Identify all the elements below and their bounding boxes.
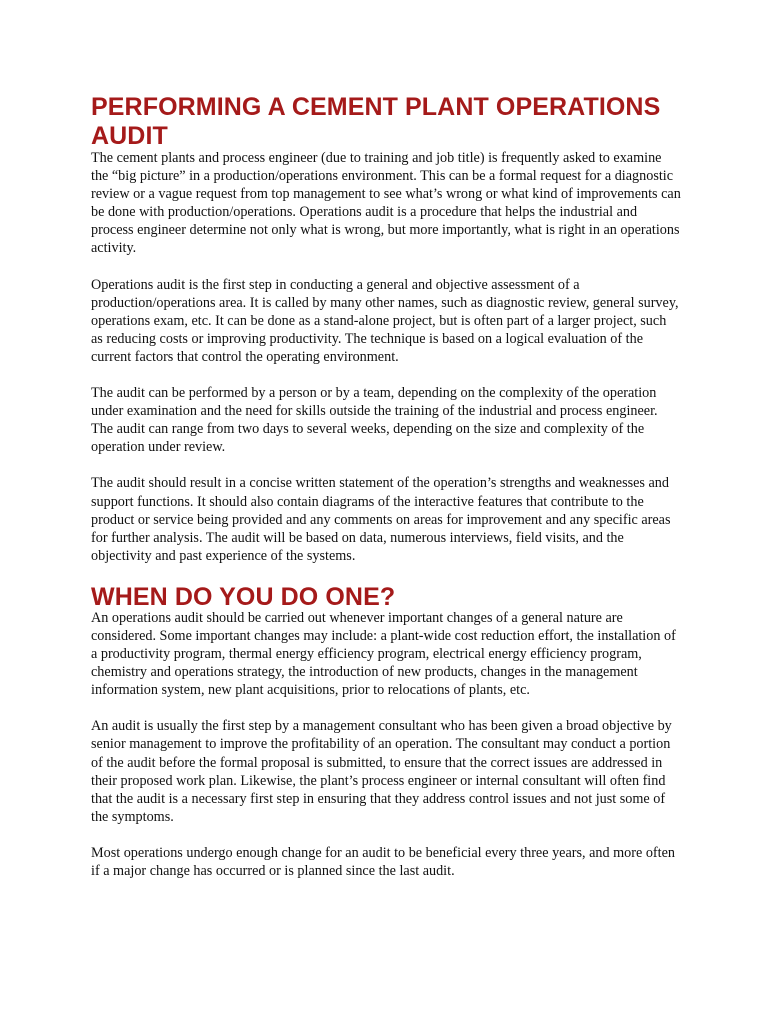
paragraph-first-step: Operations audit is the first step in conducting a general and objective assessment of a production/operations area. It is called by many other names, such as diagnostic review, general survey, operations exam, etc. It can be done as a stand-alone project, but is often part of a larger project, such as reducing costs or improving productivity. The technique is based on a logical evaluation of the current factors that control the operating environment. — [91, 276, 679, 365]
heading-when-do-you-do-one: WHEN DO YOU DO ONE? — [91, 582, 396, 611]
paragraph-every-three-years: Most operations undergo enough change for an audit to be beneficial every three years, and more often if a major change has occurred or is planned since the last audit. — [91, 844, 675, 879]
heading-performing-audit: PERFORMING A CEMENT PLANT OPERATIONS AUDIT — [91, 93, 661, 150]
paragraph-audit-result: The audit should result in a concise written statement of the operation’s strengths and weaknesses and support functions. It should also contain diagrams of the interactive features that contribute to the product or service being provided and any comments on areas for improvement and any specific areas for further analysis. The audit will be based on data, numerous interviews, field visits, and the objectivity and past experience of the systems. — [91, 475, 671, 564]
document-page — [91, 93, 691, 880]
paragraph-important-changes: An operations audit should be carried out whenever important changes of a general nature are considered. Some important changes may include: a plant-wide cost reduction effort, the installation of a productivity program, thermal energy efficiency program, electrical energy efficiency program, chemistry and operations strategy, the introduction of new products, changes in the management information system, new plant acquisitions, prior to relocations of plants, etc. — [91, 609, 676, 699]
paragraph-intro: The cement plants and process engineer (due to training and job title) is frequently asked to examine the “big picture” in a production/operations environment. This can be a formal request for a diagnostic review or a vague request from top management to see what’s wrong or what kind of improvements can be done with production/operations. Operations audit is a procedure that helps the industrial and process engineer determine not only what is wrong, but more importantly, what is right in an operations activity. — [91, 150, 681, 257]
paragraph-person-or-team: The audit can be performed by a person or by a team, depending on the complexity of the operation under examination and the need for skills outside the training of the industrial and process engineer. The audit can range from two days to several weeks, depending on the size and complexity of the operation under review. — [91, 385, 658, 456]
paragraph-management-consultant: An audit is usually the first step by a management consultant who has been given a broad objective by senior management to improve the profitability of an operation. The consultant may conduct a portion of the audit before the formal proposal is submitted, to ensure that the correct issues are addressed in their proposed work plan. Likewise, the plant’s process engineer or internal consultant will often find that the audit is a necessary first step in ensuring that they address control issues and not just some of the symptoms. — [91, 718, 672, 825]
